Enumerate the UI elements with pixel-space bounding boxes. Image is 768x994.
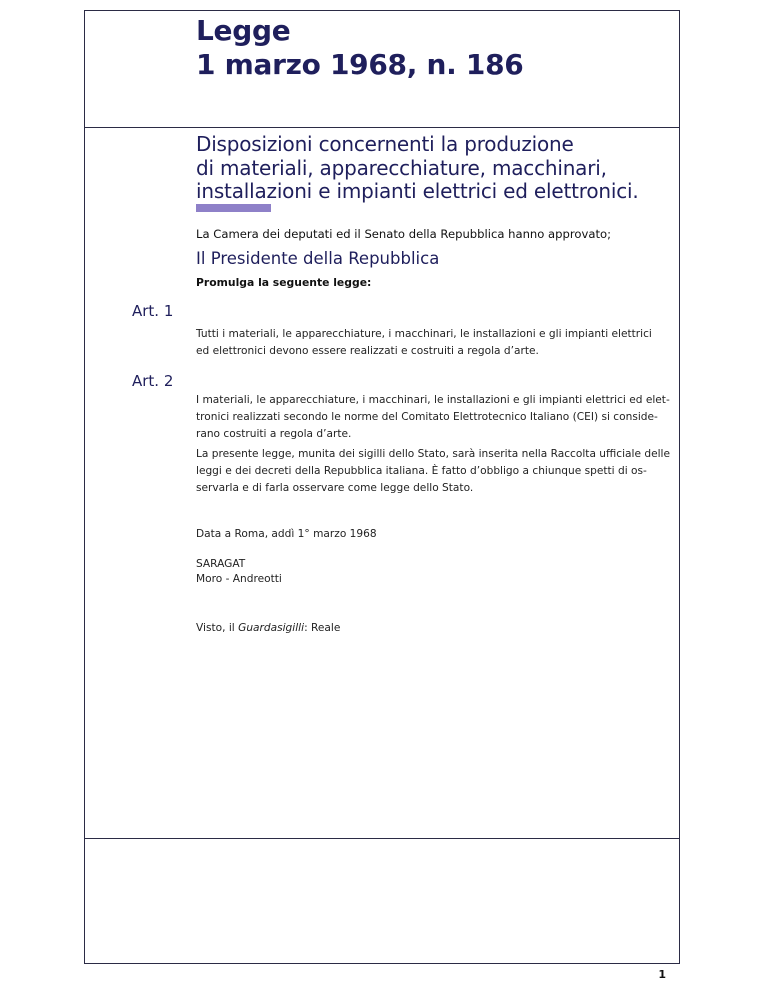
article-1-label: Art. 1 [132, 302, 174, 320]
subtitle-line-1: Disposizioni concernenti la produzione [196, 132, 574, 156]
accent-bar [196, 204, 271, 212]
paragraph-line: leggi e dei decreti della Repubblica italiana. È fatto d’obbligo a chiunque spetti di os- [196, 465, 647, 477]
president-heading: Il Presidente della Repubblica [196, 249, 440, 268]
law-title [196, 14, 523, 82]
signature-president: SARAGAT [196, 558, 246, 570]
page-number: 1 [658, 968, 666, 981]
paragraph-line: I materiali, le apparecchiature, i macchinari, le installazioni e gli impianti elettrici ed elet- [196, 394, 670, 406]
article-2-paragraph-2 [196, 446, 672, 497]
signature-ministers: Moro - Andreotti [196, 573, 282, 585]
paragraph-line: tronici realizzati secondo le norme del Comitato Elettrotecnico Italiano (CEI) si conside- [196, 411, 658, 423]
footer-divider [84, 838, 680, 839]
paragraph-line: La presente legge, munita dei sigilli dello Stato, sarà inserita nella Raccolta ufficiale delle [196, 448, 670, 460]
law-title-line-2: 1 marzo 1968, n. 186 [196, 48, 524, 81]
subtitle-line-3: installazioni e impianti elettrici ed elettronici. [196, 179, 639, 203]
law-title-line-1: Legge [196, 14, 291, 47]
header-divider [84, 127, 680, 128]
paragraph-line: Tutti i materiali, le apparecchiature, i macchinari, le installazioni e gli impianti elettrici [196, 328, 652, 340]
intro-text: La Camera dei deputati ed il Senato della Repubblica hanno approvato; [196, 227, 611, 241]
visto-prefix: Visto, il [196, 622, 239, 634]
article-2-label: Art. 2 [132, 372, 174, 390]
visto-suffix: : Reale [304, 622, 341, 634]
article-2-paragraph-1 [196, 392, 672, 443]
visto-guardasigilli: Guardasigilli [238, 622, 305, 634]
paragraph-line: servarla e di farla osservare come legge dello Stato. [196, 482, 474, 494]
article-1-paragraph [196, 326, 672, 360]
closing-date: Data a Roma, addì 1° marzo 1968 [196, 528, 377, 540]
visto-line [196, 622, 340, 634]
paragraph-line: rano costruiti a regola d’arte. [196, 428, 352, 440]
law-subtitle [196, 133, 666, 204]
paragraph-line: ed elettronici devono essere realizzati e costruiti a regola d’arte. [196, 345, 539, 357]
promulga-text: Promulga la seguente legge: [196, 276, 372, 289]
subtitle-line-2: di materiali, apparecchiature, macchinari, [196, 155, 607, 180]
